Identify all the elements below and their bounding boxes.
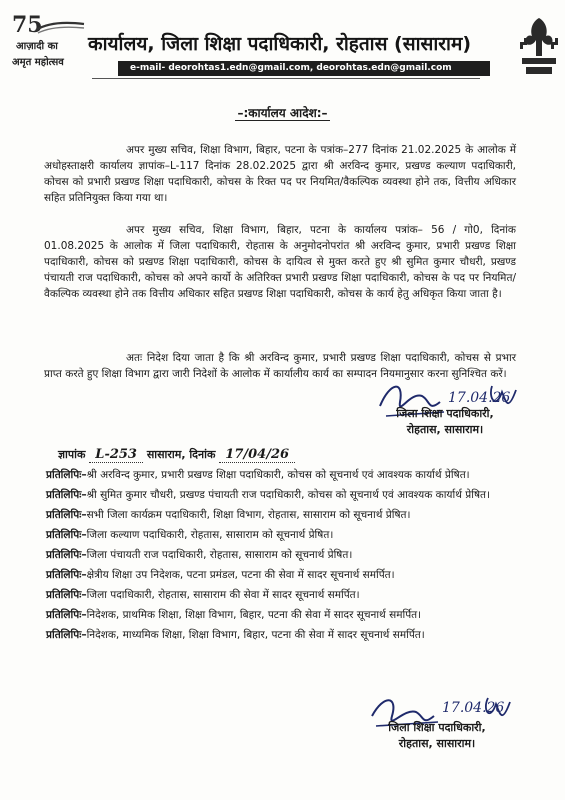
memo-number: L-253 <box>89 447 143 463</box>
order-heading <box>0 104 565 121</box>
list-item: प्रतिलिपिः–श्री अरविन्द कुमार, प्रभारी प्रखण्ड शिक्षा पदाधिकारी, कोचस को सूचनार्थ एवं आवश्यक कार्यार्थ प्रेषित। <box>46 469 470 481</box>
signature-1-line-2: रोहतास, सासाराम। <box>406 423 484 436</box>
list-item: प्रतिलिपिः–श्री सुमित कुमार चौधरी, प्रखण्ड पंचायती राज पदाधिकारी, कोचस को सूचनार्थ एवं आवश्यक कार्यार्थ प्रेषित। <box>46 489 490 501</box>
memo-place: सासाराम, दिनांक <box>146 448 216 461</box>
memo-date: 17/04/26 <box>219 447 295 463</box>
header-divider <box>92 78 480 79</box>
list-item: प्रतिलिपिः–जिला पंचायती राज पदाधिकारी, रोहतास, सासाराम को सूचनार्थ प्रेषित। <box>46 549 353 561</box>
order-paragraph-3: अतः निदेश दिया जाता है कि श्री अरविन्द कुमार, प्रभारी प्रखण्ड शिक्षा पदाधिकारी, कोचस से प्रभार प्राप्त करते हुए शिक्षा विभाग द्वारा जारी निदेशों के आलोक में कार्यालीय कार्य का सम्पादन नियमानुसार करना सुनिश्चित करें। <box>44 352 516 380</box>
list-item: प्रतिलिपिः–जिला पदाधिकारी, रोहतास, सासाराम की सेवा में सादर सूचनार्थ समर्पित। <box>46 589 360 601</box>
list-item: प्रतिलिपिः–क्षेत्रीय शिक्षा उप निदेशक, पटना प्रमंडल, पटना की सेवा में सादर सूचनार्थ समर्पित। <box>46 569 395 581</box>
signature-1-date: 17.04.26 <box>448 390 511 406</box>
signature-2-date: 17.04.26 <box>442 700 505 716</box>
logo-number: 75 <box>12 12 43 38</box>
list-item: प्रतिलिपिः–निदेशक, प्राथमिक शिक्षा, शिक्षा विभाग, बिहार, पटना की सेवा में सादर सूचनार्थ समर्पित। <box>46 609 422 621</box>
signature-1-title <box>370 406 520 438</box>
order-paragraph-2: अपर मुख्य सचिव, शिक्षा विभाग, बिहार, पटना के कार्यालय पत्रांक– 56 / गो0, दिनांक 01.08.2025 के आलोक में जिला पदाधिकारी, रोहतास के अनुमोदनोपरांत श्री अरविन्द कुमार, प्रभारी प्रखण्ड शिक्षा पदाधिकारी, कोचस को प्रखण्ड शिक्षा पदाधिकारी, कोचस के दायित्व से मुक्त करते हुए श्री सुमित कुमार चौधरी, प्रखण्ड पंचायती राज पदाधिकारी, कोचस को अपने कार्यो के अतिरिक्त प्रभारी प्रखण्ड शिक्षा पदाधिकारी, कोचस के पद पर नियमित/वैकल्पिक व्यवस्था होने तक वित्तीय अधिकार सहित प्रखण्ड शिक्षा पदाधिकारी, कोचस के कार्य हेतु अधिकृत किया जाता है। <box>44 224 516 300</box>
memo-line <box>58 447 295 462</box>
office-title: कार्यालय, जिला शिक्षा पदाधिकारी, रोहतास (सासाराम) <box>88 33 472 55</box>
list-item: प्रतिलिपिः–निदेशक, माध्यमिक शिक्षा, शिक्षा विभाग, बिहार, पटना की सेवा में सादर सूचनार्थ समर्पित। <box>46 629 425 641</box>
signature-2-line-2: रोहतास, सासाराम। <box>398 737 476 750</box>
azadi-ka-amrit-mahotsav-logo <box>10 12 90 76</box>
memo-label: ज्ञापांक <box>58 448 86 461</box>
list-item: प्रतिलिपिः–सभी जिला कार्यक्रम पदाधिकारी, शिक्षा विभाग, रोहतास, सासाराम को सूचनार्थ प्रेषित। <box>46 509 411 521</box>
logo-tagline-1: आज़ादी का <box>16 41 58 52</box>
bihar-emblem-icon <box>518 12 560 82</box>
list-item: प्रतिलिपिः–जिला कल्याण पदाधिकारी, रोहतास, सासाराम को सूचनार्थ प्रेषित। <box>46 529 334 541</box>
copy-distribution-list <box>46 468 516 648</box>
email-banner: e-mail- deorohtas1.edn@gmail.com, deorohtas.edn@gmail.com <box>118 61 490 76</box>
signature-1-line-1: जिला शिक्षा पदाधिकारी, <box>396 407 494 420</box>
order-paragraph-1: अपर मुख्य सचिव, शिक्षा विभाग, बिहार, पटना के पत्रांक–277 दिनांक 21.02.2025 के आलोक में अधोहस्ताक्षरी कार्यालय ज्ञापांक–L-117 दिनांक 28.02.2025 द्वारा श्री अरविन्द कुमार, प्रखण्ड कल्याण पदाधिकारी, कोचस को प्रभारी प्रखण्ड शिक्षा पदाधिकारी, कोचस के रिक्त पद पर नियमित/वैकल्पिक व्यवस्था होने तक, वित्तीय अधिकार सहित प्रतिनियुक्त किया गया था। <box>44 144 516 204</box>
logo-tagline-2: अमृत महोत्सव <box>12 57 64 68</box>
flag-swoosh-icon <box>34 20 86 34</box>
order-heading-text: –:कार्यालय आदेश:– <box>237 106 328 120</box>
signature-2-title <box>362 720 512 752</box>
signature-2-line-1: जिला शिक्षा पदाधिकारी, <box>388 721 486 734</box>
